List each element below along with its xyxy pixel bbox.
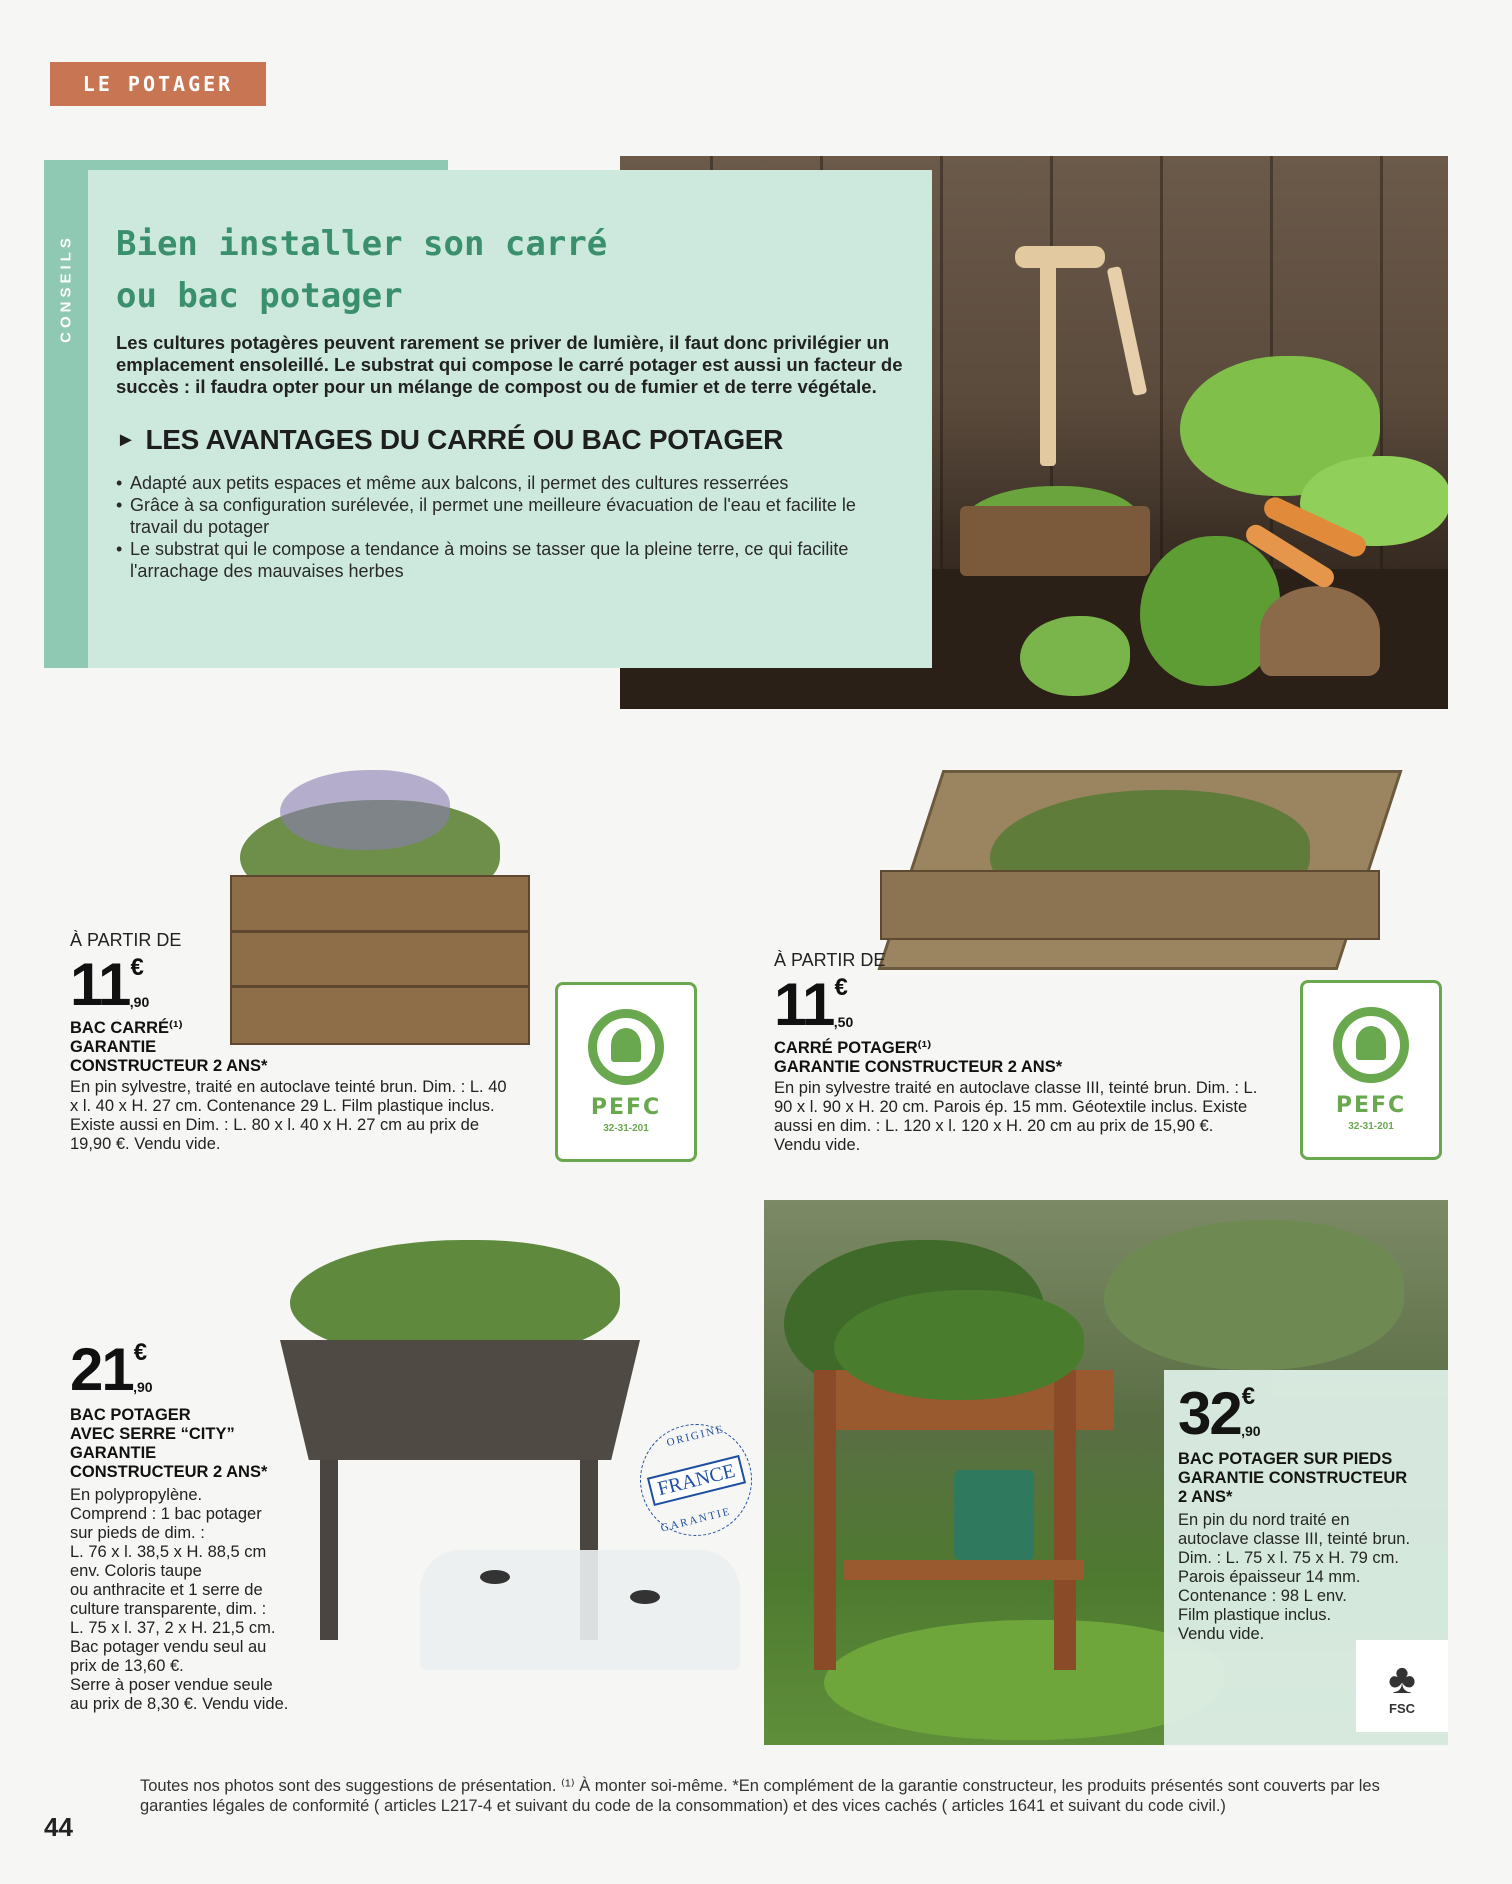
price [1178, 1380, 1436, 1447]
list-item: • Grâce à sa configuration surélevée, il permet une meilleure évacuation de l'eau et facilite le travail du potager [116, 494, 896, 538]
conseils-sidebar [44, 160, 88, 668]
from-label: À PARTIR DE [70, 930, 182, 950]
france-badge-bottom: GARANTIE [659, 1505, 733, 1535]
description-line: Parois épaisseur 14 mm. [1178, 1568, 1361, 1586]
pefc-code: 32-31-201 [1348, 1121, 1394, 1132]
title-line: AVEC SERRE “CITY” [70, 1425, 235, 1443]
title-line: BAC POTAGER SUR PIEDS [1178, 1450, 1393, 1468]
price-cents: ,90 [1241, 1423, 1261, 1439]
description-line: Film plastique inclus. [1178, 1606, 1332, 1624]
price-currency: € [133, 1339, 148, 1366]
conseils-title [116, 218, 716, 322]
title-line: GARANTIE [70, 1444, 157, 1462]
title-line: CONSTRUCTEUR 2 ANS* [70, 1057, 268, 1075]
france-badge-label: FRANCE [646, 1454, 745, 1505]
fsc-logo [1356, 1640, 1448, 1732]
description-line: En polypropylène. [70, 1486, 203, 1504]
pefc-code: 32-31-201 [603, 1123, 649, 1134]
footer-note: Toutes nos photos sont des suggestions de présentation. ⁽¹⁾ À monter soi-même. *En complément de la garantie constructeur, les produits présentés sont couverts par les garanties légales de conformité ( articles L217-4 et suivant du code de la consommation) et des vices cachés ( articles 1641 et suivant du code civil.) [140, 1777, 1380, 1815]
product-description [70, 1486, 330, 1714]
description-line: culture transparente, dim. : [70, 1600, 267, 1618]
price-currency: € [834, 974, 848, 1001]
title-line: CARRÉ POTAGER⁽¹⁾ [774, 1039, 932, 1057]
price-cents: ,50 [833, 1014, 854, 1030]
pefc-logo [1300, 980, 1442, 1160]
description-line: Comprend : 1 bac potager [70, 1505, 262, 1523]
price-cents: ,90 [129, 994, 150, 1010]
advantages-heading-text: LES AVANTAGES DU CARRÉ OU BAC POTAGER [145, 424, 784, 455]
page-number: 44 [44, 1812, 73, 1842]
price [70, 1336, 330, 1403]
description-line: prix de 13,60 €. [70, 1657, 184, 1675]
advantages-heading [116, 424, 902, 456]
description-line: au prix de 8,30 €. Vendu vide. [70, 1695, 289, 1713]
conseils-intro: Les cultures potagères peuvent rarement se priver de lumière, il faut donc privilégier un emplacement ensoleillé. Le substrat qui compose le carré potager est aussi un facteur de succès : il faudra opter pour un mélange de compost ou de fumier et de terre végétale. [116, 332, 903, 397]
title-line-2: ou bac potager [116, 276, 403, 316]
list-item: • Adapté aux petits espaces et même aux balcons, il permet des cultures resserrées [116, 472, 902, 494]
description-line: autoclave classe III, teinté brun. [1178, 1530, 1411, 1548]
description-line: Contenance : 98 L env. [1178, 1587, 1347, 1605]
description-line: Vendu vide. [1178, 1625, 1265, 1643]
price-currency: € [130, 954, 144, 981]
product-description [1178, 1511, 1436, 1644]
price-currency: € [1241, 1383, 1256, 1410]
description-line: En pin du nord traité en [1178, 1511, 1350, 1529]
price-integer: 32 [1178, 1380, 1241, 1447]
product-title [774, 1039, 1274, 1077]
price-integer: 21 [70, 1336, 133, 1403]
product-bac-carre [70, 930, 510, 1154]
price [774, 971, 1274, 1038]
price [70, 951, 510, 1018]
product-title [70, 1019, 510, 1076]
fsc-label: FSC [1389, 1700, 1415, 1716]
pefc-tree-icon [588, 1009, 664, 1085]
section-tag: LE POTAGER [50, 62, 266, 106]
title-line: BAC CARRÉ⁽¹⁾ [70, 1019, 183, 1037]
advantages-list [116, 472, 902, 582]
title-line: GARANTIE [70, 1038, 157, 1056]
triangle-marker-icon: ► [116, 429, 136, 451]
product-description: En pin sylvestre, traité en autoclave teinté brun. Dim. : L. 40 x l. 40 x H. 27 cm. Contenance 29 L. Film plastique inclus. Existe aussi en Dim. : L. 80 x l. 40 x H. 27 cm au prix de 19,90 €. Vendu vide. [70, 1078, 507, 1153]
pefc-logo [555, 982, 697, 1162]
description-line: Serre à poser vendue seule [70, 1676, 273, 1694]
fsc-tree-icon: ♣ [1388, 1654, 1416, 1702]
description-line: sur pieds de dim. : [70, 1524, 205, 1542]
conseils-panel [88, 170, 932, 668]
title-line: CONSTRUCTEUR 2 ANS* [70, 1463, 268, 1481]
product-title [70, 1406, 330, 1482]
pefc-label: PEFC [590, 1095, 662, 1120]
pefc-tree-icon [1333, 1007, 1409, 1083]
conseils-label: CONSEILS [57, 234, 75, 343]
price-integer: 11 [774, 971, 834, 1038]
description-line: L. 76 x l. 38,5 x H. 88,5 cm [70, 1543, 267, 1561]
price-integer: 11 [70, 951, 130, 1018]
conseils-top-bar [88, 160, 448, 170]
list-item: • Le substrat qui le compose a tendance à moins se tasser que la pleine terre, ce qui facilite l'arrachage des mauvaises herbes [116, 538, 876, 582]
product-title [1178, 1450, 1436, 1507]
title-line: 2 ANS* [1178, 1488, 1233, 1506]
from-label: À PARTIR DE [774, 950, 886, 970]
pefc-label: PEFC [1335, 1093, 1407, 1118]
description-line: Bac potager vendu seul au [70, 1638, 267, 1656]
description-line: ou anthracite et 1 serre de [70, 1581, 263, 1599]
title-line: GARANTIE CONSTRUCTEUR 2 ANS* [774, 1058, 1063, 1076]
title-line: BAC POTAGER [70, 1406, 191, 1424]
france-badge-top: ORIGINE [665, 1423, 727, 1449]
description-line: L. 75 x l. 37, 2 x H. 21,5 cm. [70, 1619, 276, 1637]
product-bac-potager-city [70, 1336, 330, 1714]
title-line-1: Bien installer son carré [116, 224, 608, 264]
product-carre-potager [774, 950, 1274, 1155]
origine-france-badge [640, 1424, 752, 1536]
description-line: env. Coloris taupe [70, 1562, 202, 1580]
title-line: GARANTIE CONSTRUCTEUR [1178, 1469, 1408, 1487]
description-line: Dim. : L. 75 x l. 75 x H. 79 cm. [1178, 1549, 1399, 1567]
price-cents: ,90 [133, 1379, 153, 1395]
product-description: En pin sylvestre traité en autoclave classe III, teinté brun. Dim. : L. 90 x l. 90 x H. 20 cm. Parois ép. 15 mm. Géotextile inclus. Existe aussi en dim. : L. 120 x l. 120 x H. 20 cm au prix de 15,90 €. Vendu vide. [774, 1079, 1258, 1154]
